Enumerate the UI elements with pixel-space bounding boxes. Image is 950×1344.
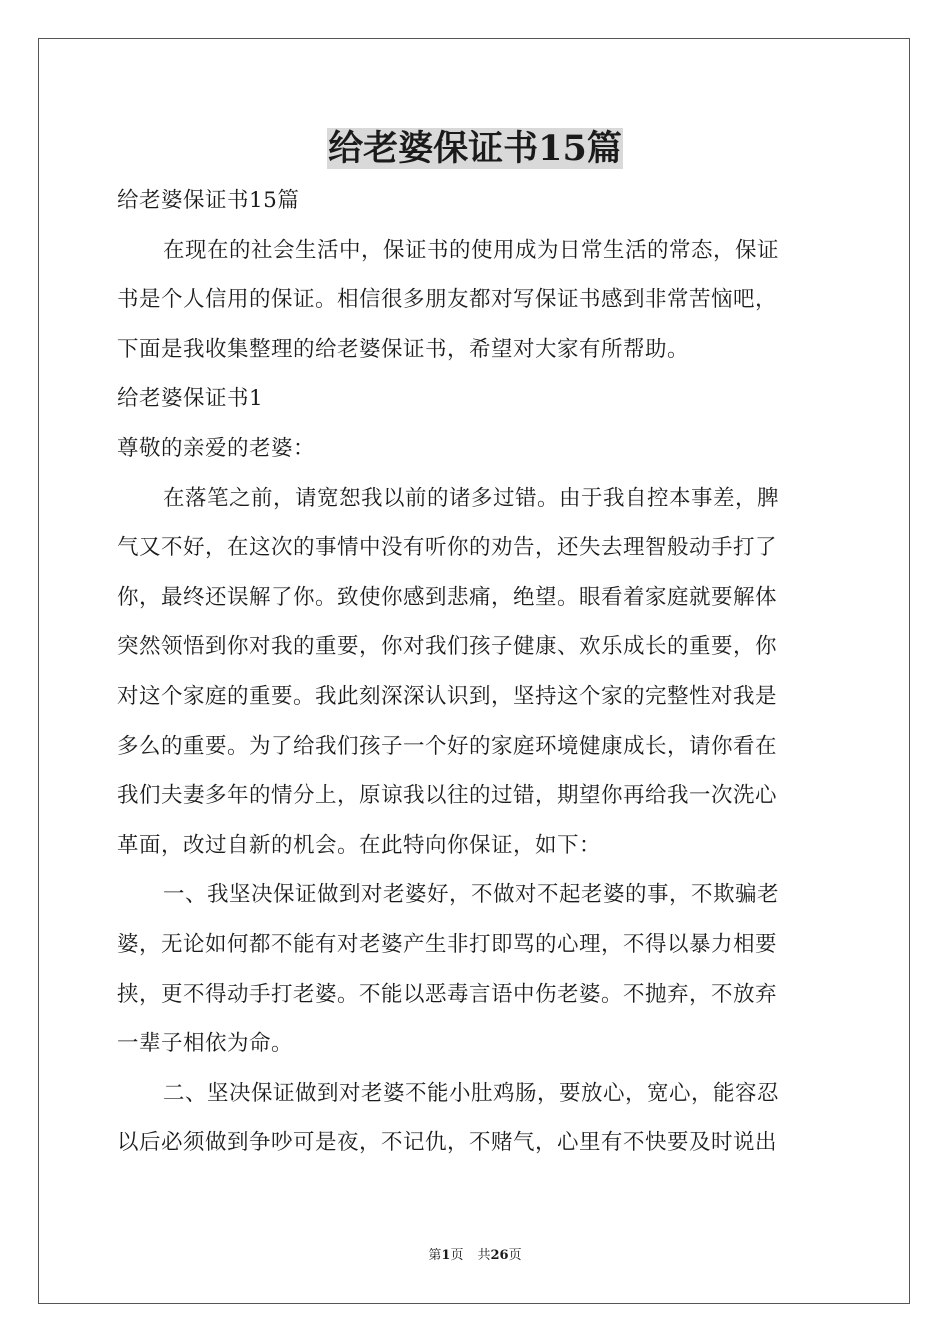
body-line: 革面，改过自新的机会。在此特向你保证，如下： xyxy=(117,832,602,858)
body-line: 突然领悟到你对我的重要，你对我们孩子健康、欢乐成长的重要，你 xyxy=(117,634,778,660)
body-line: 对这个家庭的重要。我此刻深深认识到，坚持这个家的完整性对我是 xyxy=(117,683,778,709)
footer-page-suffix: 页 xyxy=(450,1248,464,1263)
body-line: 下面是我收集整理的给老婆保证书，希望对大家有所帮助。 xyxy=(117,336,690,362)
document-title xyxy=(0,126,950,172)
body-line: 给老婆保证书15篇 xyxy=(117,188,300,213)
body-line: 一辈子相依为命。 xyxy=(117,1031,294,1057)
body-line: 在现在的社会生活中，保证书的使用成为日常生活的常态，保证 xyxy=(163,237,780,263)
body-line: 以后必须做到争吵可是夜，不记仇，不赌气，心里有不快要及时说出 xyxy=(117,1130,778,1156)
body-line: 气又不好，在这次的事情中没有听你的劝告，还失去理智般动手打了 xyxy=(117,535,778,561)
footer-total-number: 26 xyxy=(490,1248,509,1263)
body-line: 挟，更不得动手打老婆。不能以恶毒言语中伤老婆。不抛弃，不放弃 xyxy=(117,981,778,1007)
body-line: 你，最终还误解了你。致使你感到悲痛，绝望。眼看着家庭就要解体 xyxy=(117,584,778,610)
body-line: 书是个人信用的保证。相信很多朋友都对写保证书感到非常苦恼吧， xyxy=(117,287,778,313)
footer-page-prefix: 第 xyxy=(428,1248,442,1263)
body-line: 二、坚决保证做到对老婆不能小肚鸡肠，要放心，宽心，能容忍 xyxy=(163,1080,780,1106)
document-title-text: 给老婆保证书15篇 xyxy=(328,128,622,169)
body-line: 婆，无论如何都不能有对老婆产生非打即骂的心理，不得以暴力相要 xyxy=(117,931,778,957)
body-line: 多么的重要。为了给我们孩子一个好的家庭环境健康成长，请你看在 xyxy=(117,733,778,759)
footer-total-prefix: 共 xyxy=(477,1248,491,1263)
document-body xyxy=(117,176,837,1168)
body-line: 一、我坚决保证做到对老婆好，不做对不起老婆的事，不欺骗老 xyxy=(163,882,780,908)
footer-page-number: 1 xyxy=(441,1248,451,1263)
page-footer xyxy=(0,1247,950,1265)
body-line: 我们夫妻多年的情分上，原谅我以往的过错，期望你再给我一次洗心 xyxy=(117,783,778,809)
body-line: 给老婆保证书1 xyxy=(117,386,264,412)
body-line: 尊敬的亲爱的老婆： xyxy=(117,435,316,461)
footer-total-suffix: 页 xyxy=(508,1248,522,1263)
body-line: 在落笔之前，请宽恕我以前的诸多过错。由于我自控本事差，脾 xyxy=(163,485,780,511)
